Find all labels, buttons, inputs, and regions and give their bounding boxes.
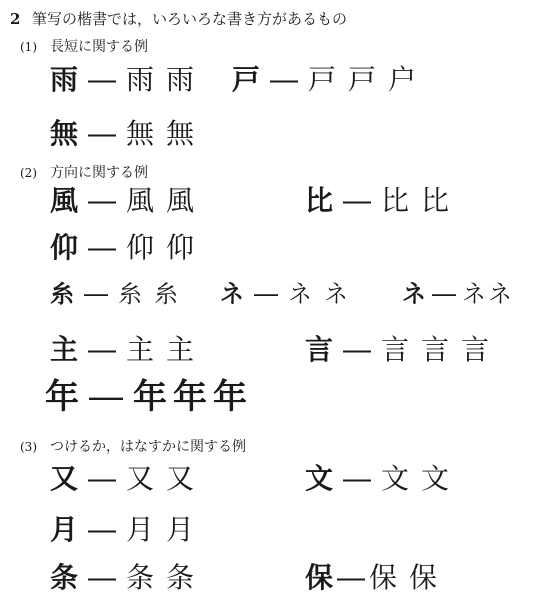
variant-character: 又 (126, 462, 155, 495)
base-character: ネ (220, 279, 244, 308)
example-row (220, 279, 360, 308)
variant-character: 年 (173, 377, 207, 417)
variant-character: 保 (369, 561, 398, 594)
subsection-attach (20, 438, 246, 456)
base-character: 雨 (50, 63, 79, 96)
variant-character: 又 (166, 462, 195, 495)
dash: ― (343, 462, 372, 495)
variant-character: 条 (126, 561, 155, 594)
example-row (50, 561, 206, 594)
subsection-mark: (1) (20, 40, 37, 54)
variant-character: 仰 (126, 231, 155, 264)
entry-bun (305, 462, 461, 495)
example-row (45, 377, 259, 417)
base-character: 月 (50, 513, 79, 546)
entry-hi (305, 184, 461, 217)
entry-tsuki (50, 513, 206, 546)
variant-character: 無 (166, 117, 195, 150)
dash: ― (343, 184, 372, 217)
entry-ho (305, 561, 449, 594)
variant-character: 比 (381, 184, 410, 217)
variant-character: 年 (133, 377, 167, 417)
base-character: 年 (45, 377, 79, 417)
example-row (50, 231, 206, 264)
example-row (402, 279, 512, 308)
subsection-title: 方向に関する例 (50, 165, 148, 181)
variant-character: 仰 (166, 231, 195, 264)
dash: ― (254, 280, 278, 308)
section-number: 2 (10, 10, 21, 28)
entry-shimesu (220, 279, 360, 308)
example-row (305, 561, 449, 594)
dash: ― (432, 280, 456, 308)
variant-character: 糸 (118, 280, 142, 308)
entry-gen (305, 333, 501, 366)
example-row (232, 63, 428, 96)
dash: ― (343, 333, 372, 366)
variant-character: 年 (213, 377, 247, 417)
entry-ito (50, 279, 190, 308)
subsection-mark: (2) (20, 166, 37, 180)
variant-character: ネ (324, 280, 348, 308)
dash: ― (88, 513, 117, 546)
entry-mu (50, 117, 206, 150)
variant-character: 風 (166, 184, 195, 217)
variant-character: ネ (288, 280, 312, 308)
variant-character: 月 (126, 513, 155, 546)
dash: ― (88, 333, 117, 366)
dash: ― (337, 561, 366, 594)
variant-character: 户 (388, 63, 417, 96)
variant-character: 言 (461, 333, 490, 366)
variant-character: ネ (462, 280, 486, 308)
base-character: 又 (50, 462, 79, 495)
base-character: 仰 (50, 231, 79, 264)
entry-jou (50, 561, 206, 594)
variant-character: 雨 (166, 63, 195, 96)
variant-character: 糸 (154, 280, 178, 308)
subsection-mark: (3) (20, 440, 37, 454)
variant-character: 戸 (308, 63, 337, 96)
base-character: 言 (305, 333, 334, 366)
variant-character: 戸 (348, 63, 377, 96)
entry-koromo (402, 279, 512, 308)
base-character: 風 (50, 184, 79, 217)
base-character: 文 (305, 462, 334, 495)
base-character: 糸 (50, 279, 74, 308)
example-row (50, 117, 206, 150)
example-row (305, 184, 461, 217)
entry-to (232, 63, 428, 96)
variant-character: 月 (166, 513, 195, 546)
example-row (50, 184, 206, 217)
entry-ame (50, 63, 206, 96)
dash: ― (88, 462, 117, 495)
dash: ― (89, 377, 123, 417)
dash: ― (84, 280, 108, 308)
section-heading (10, 10, 347, 28)
dash: ― (270, 63, 299, 96)
variant-character: 無 (126, 117, 155, 150)
example-row (50, 513, 206, 546)
entry-kaze (50, 184, 206, 217)
base-character: 比 (305, 184, 334, 217)
variant-character: 条 (166, 561, 195, 594)
entry-nen (45, 377, 259, 417)
subsection-title: 長短に関する例 (50, 39, 148, 55)
base-character: 条 (50, 561, 79, 594)
dash: ― (88, 561, 117, 594)
subsection-length (20, 38, 148, 56)
variant-character: 主 (126, 333, 155, 366)
base-character: 主 (50, 333, 79, 366)
dash: ― (88, 117, 117, 150)
subsection-title: つけるか，はなすかに関する例 (50, 439, 246, 455)
variant-character: 雨 (126, 63, 155, 96)
example-row (50, 462, 206, 495)
variant-character: 文 (381, 462, 410, 495)
variant-character: ネ (488, 280, 512, 308)
base-character: 無 (50, 117, 79, 150)
example-row (305, 333, 501, 366)
variant-character: 主 (166, 333, 195, 366)
section-title: 筆写の楷書では，いろいろな書き方があるもの (32, 10, 348, 28)
base-character: ネ (402, 279, 426, 308)
variant-character: 保 (409, 561, 438, 594)
dash: ― (88, 231, 117, 264)
base-character: 保 (305, 561, 334, 594)
subsection-direction (20, 164, 148, 182)
base-character: 戸 (232, 63, 261, 96)
example-row (50, 279, 190, 308)
entry-mata (50, 462, 206, 495)
entry-shu (50, 333, 206, 366)
variant-character: 文 (421, 462, 450, 495)
dash: ― (88, 63, 117, 96)
variant-character: 言 (421, 333, 450, 366)
example-row (50, 333, 206, 366)
dash: ― (88, 184, 117, 217)
example-row (305, 462, 461, 495)
entry-ao (50, 231, 206, 264)
variant-character: 言 (381, 333, 410, 366)
variant-character: 風 (126, 184, 155, 217)
example-row (50, 63, 206, 96)
variant-character: 比 (421, 184, 450, 217)
